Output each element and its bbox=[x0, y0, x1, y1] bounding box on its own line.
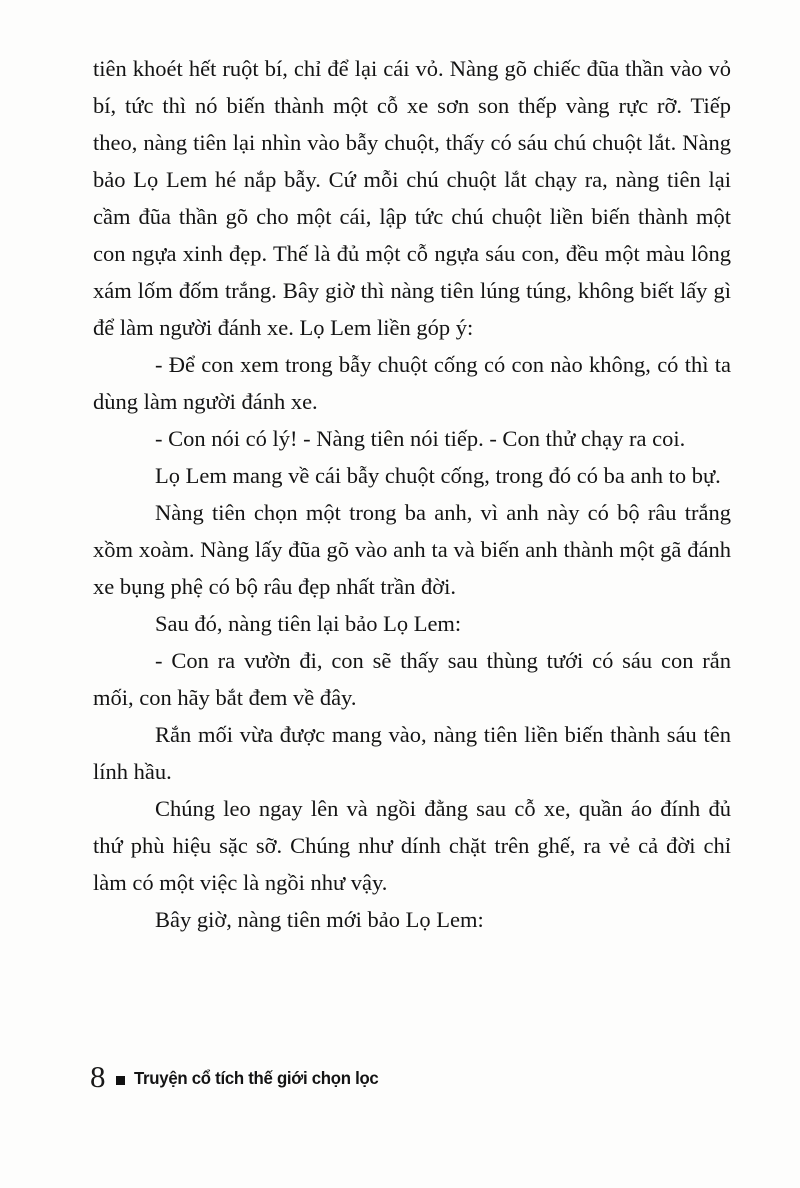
paragraph: Chúng leo ngay lên và ngồi đằng sau cỗ xe, quần áo đính đủ thứ phù hiệu sặc sỡ. Chúng như dính chặt trên ghế, ra vẻ cả đời chỉ làm có một việc là ngồi như vậy. bbox=[93, 796, 731, 895]
paragraph: Lọ Lem mang về cái bẫy chuột cống, trong đó có ba anh to bự. bbox=[155, 463, 721, 488]
square-bullet-icon bbox=[116, 1076, 125, 1085]
paragraph: - Con ra vườn đi, con sẽ thấy sau thùng tưới có sáu con rắn mối, con hãy bắt đem về đây. bbox=[93, 648, 731, 710]
paragraph: Bây giờ, nàng tiên mới bảo Lọ Lem: bbox=[155, 907, 484, 932]
paragraph: tiên khoét hết ruột bí, chỉ để lại cái vỏ. Nàng gõ chiếc đũa thần vào vỏ bí, tức thì nó biến thành một cỗ xe sơn son thếp vàng rực rỡ. Tiếp theo, nàng tiên lại nhìn vào bẫy chuột, thấy có sáu chú chuột lắt. Nàng bảo Lọ Lem hé nắp bẫy. Cứ mỗi chú chuột lắt chạy ra, nàng tiên lại cầm đũa thần gõ cho một cái, lập tức chú chuột liền biến thành một con ngựa xinh đẹp. Thế là đủ một cỗ ngựa sáu con, đều một màu lông xám lốm đốm trắng. Bây giờ thì nàng tiên lúng túng, không biết lấy gì để làm người đánh xe. Lọ Lem liền góp ý: bbox=[93, 56, 731, 340]
paragraph: - Để con xem trong bẫy chuột cống có con nào không, có thì ta dùng làm người đánh xe. bbox=[93, 352, 731, 414]
page-number: 8 bbox=[90, 1059, 106, 1094]
paragraph: Rắn mối vừa được mang vào, nàng tiên liền biến thành sáu tên lính hầu. bbox=[93, 722, 731, 784]
paragraph: Nàng tiên chọn một trong ba anh, vì anh này có bộ râu trắng xồm xoàm. Nàng lấy đũa gõ vào anh ta và biến anh thành một gã đánh xe bụng phệ có bộ râu đẹp nhất trần đời. bbox=[93, 500, 731, 599]
paragraph: Sau đó, nàng tiên lại bảo Lọ Lem: bbox=[155, 611, 462, 636]
page-footer bbox=[90, 1060, 388, 1094]
footer-book-title: Truyện cổ tích thế giới chọn lọc bbox=[133, 1068, 378, 1088]
paragraph: - Con nói có lý! - Nàng tiên nói tiếp. - Con thử chạy ra coi. bbox=[155, 426, 686, 451]
body-text-column bbox=[93, 50, 731, 938]
